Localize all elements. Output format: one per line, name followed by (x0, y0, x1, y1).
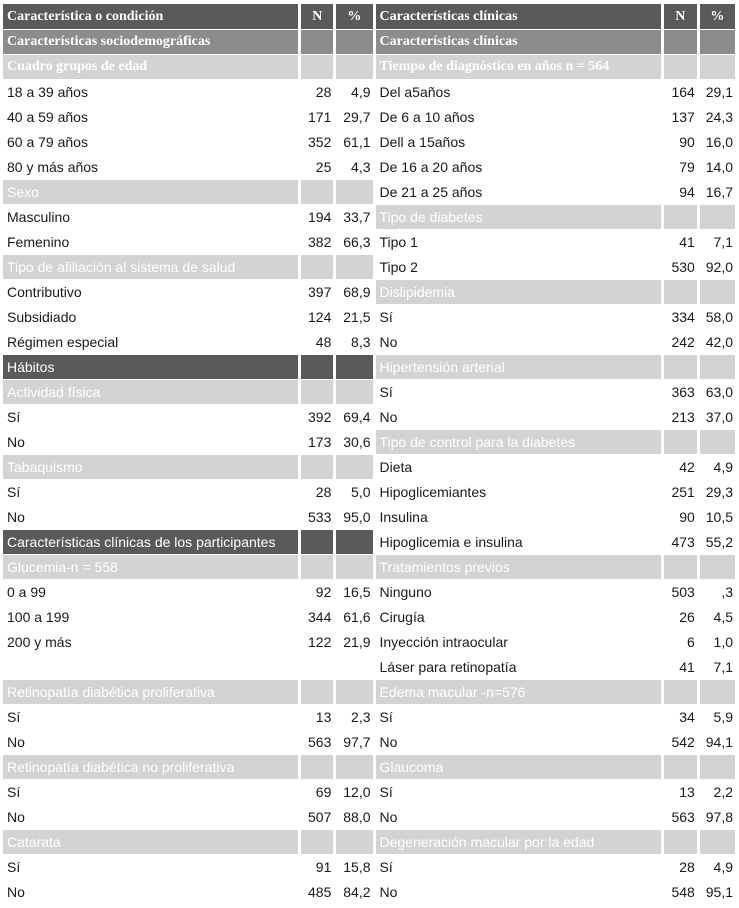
right-pct-cell: 97,8 (700, 804, 735, 829)
left-label-cell: Subsidiado (3, 304, 298, 329)
right-label-cell: Láser para retinopatía (376, 654, 661, 679)
right-pct-cell (700, 354, 735, 379)
right-n-cell: 137 (664, 104, 697, 129)
table-row (3, 504, 735, 529)
right-pct-cell (700, 54, 735, 79)
right-pct-cell (700, 29, 735, 54)
left-n-cell (301, 829, 333, 854)
table-row (3, 404, 735, 429)
left-pct-cell: 2,3 (336, 704, 372, 729)
left-label-cell: 18 a 39 años (3, 79, 298, 104)
left-pct-cell: 95,0 (336, 504, 372, 529)
right-n-cell: 363 (664, 379, 697, 404)
right-pct-cell (700, 754, 735, 779)
right-label-cell: Inyección intraocular (376, 629, 661, 654)
table-row (3, 879, 735, 904)
table-row (3, 579, 735, 604)
left-pct-cell: 4,3 (336, 154, 372, 179)
table-row (3, 229, 735, 254)
characteristics-table (0, 4, 738, 904)
right-n-cell: 41 (664, 229, 697, 254)
right-pct-cell: 92,0 (700, 254, 735, 279)
right-n-cell (664, 829, 697, 854)
right-label-cell: No (376, 804, 661, 829)
right-pct-cell: 7,1 (700, 654, 735, 679)
table-row (3, 279, 735, 304)
left-n-cell: 392 (301, 404, 333, 429)
left-n-cell: 397 (301, 279, 333, 304)
right-n-cell: 503 (664, 579, 697, 604)
right-n-cell (664, 554, 697, 579)
left-n-cell (301, 529, 333, 554)
table-row (3, 629, 735, 654)
right-label-cell: No (376, 729, 661, 754)
left-pct-cell: 21,5 (336, 304, 372, 329)
right-n-cell: 530 (664, 254, 697, 279)
left-n-cell: 13 (301, 704, 333, 729)
table-row (3, 304, 735, 329)
left-pct-cell: 15,8 (336, 854, 372, 879)
left-label-cell: 40 a 59 años (3, 104, 298, 129)
right-label-cell: Ninguno (376, 579, 661, 604)
left-pct-cell (336, 29, 372, 54)
right-n-cell: 164 (664, 79, 697, 104)
right-label-cell: Tipo 1 (376, 229, 661, 254)
left-n-cell (301, 179, 333, 204)
left-pct-cell (336, 654, 372, 679)
right-label-cell: De 6 a 10 años (376, 104, 661, 129)
right-n-cell: 251 (664, 479, 697, 504)
right-n-cell (664, 204, 697, 229)
left-pct-cell: 30,6 (336, 429, 372, 454)
right-n-cell: 548 (664, 879, 697, 904)
left-n-cell (301, 54, 333, 79)
right-n-cell: 42 (664, 454, 697, 479)
left-n-cell (301, 754, 333, 779)
table-row (3, 654, 735, 679)
left-label-cell: Sí (3, 479, 298, 504)
right-n-cell: 94 (664, 179, 697, 204)
right-pct-cell: 95,1 (700, 879, 735, 904)
table-row (3, 754, 735, 779)
left-label-cell: No (3, 429, 298, 454)
right-label-cell: Hipoglicemia e insulina (376, 529, 661, 554)
right-n-cell: 563 (664, 804, 697, 829)
right-n-cell (664, 429, 697, 454)
table-row (3, 79, 735, 104)
left-title: Característica o condición (3, 4, 298, 29)
left-n-cell: 194 (301, 204, 333, 229)
table-row (3, 204, 735, 229)
right-pct-cell: 58,0 (700, 304, 735, 329)
left-pct-cell: 4,9 (336, 79, 372, 104)
table-row (3, 354, 735, 379)
right-pct-cell: 10,5 (700, 504, 735, 529)
right-pct-cell: 55,2 (700, 529, 735, 554)
right-pct-cell: 37,0 (700, 404, 735, 429)
right-label-cell: Glaucoma (376, 754, 661, 779)
right-n-cell (664, 679, 697, 704)
left-label-cell: 0 a 99 (3, 579, 298, 604)
left-label-cell: Sí (3, 779, 298, 804)
right-n-cell (664, 29, 697, 54)
right-n-header: N (664, 4, 697, 29)
left-n-cell: 69 (301, 779, 333, 804)
left-n-cell: 122 (301, 629, 333, 654)
table-row (3, 529, 735, 554)
right-n-cell: 334 (664, 304, 697, 329)
right-pct-cell (700, 829, 735, 854)
right-label-cell: Degeneración macular por la edad (376, 829, 661, 854)
left-n-cell (301, 29, 333, 54)
right-pct-cell: 16,0 (700, 129, 735, 154)
left-pct-cell: 84,2 (336, 879, 372, 904)
left-label-cell: Sí (3, 854, 298, 879)
right-pct-cell (700, 429, 735, 454)
right-pct-cell: 5,9 (700, 704, 735, 729)
left-label-cell: Características sociodemográficas (3, 29, 298, 54)
right-label-cell: Tipo de control para la diabetes (376, 429, 661, 454)
right-pct-cell: 63,0 (700, 379, 735, 404)
table-row (3, 104, 735, 129)
header-row (3, 4, 735, 29)
table-row (3, 729, 735, 754)
right-pct-cell: 4,9 (700, 454, 735, 479)
table-row (3, 154, 735, 179)
left-n-cell: 28 (301, 79, 333, 104)
left-pct-cell: 12,0 (336, 779, 372, 804)
left-pct-cell (336, 254, 372, 279)
table-row (3, 804, 735, 829)
right-label-cell: Dieta (376, 454, 661, 479)
left-label-cell: Sí (3, 704, 298, 729)
table-row (3, 179, 735, 204)
left-label-cell: 200 y más (3, 629, 298, 654)
right-label-cell: Tipo 2 (376, 254, 661, 279)
right-label-cell: Del a5años (376, 79, 661, 104)
right-pct-cell: 24,3 (700, 104, 735, 129)
left-pct-cell: 16,5 (336, 579, 372, 604)
right-n-cell: 79 (664, 154, 697, 179)
left-label-cell: 80 y más años (3, 154, 298, 179)
right-label-cell: No (376, 329, 661, 354)
table-row (3, 554, 735, 579)
left-pct-cell: 61,1 (336, 129, 372, 154)
right-label-cell: Hipoglicemiantes (376, 479, 661, 504)
left-n-cell: 382 (301, 229, 333, 254)
right-pct-cell: 2,2 (700, 779, 735, 804)
table-row (3, 29, 735, 54)
right-n-cell (664, 354, 697, 379)
left-label-cell: Retinopatía diabética no proliferativa (3, 754, 298, 779)
right-pct-cell (700, 279, 735, 304)
right-pct-cell: 94,1 (700, 729, 735, 754)
right-label-cell: No (376, 404, 661, 429)
left-n-cell (301, 654, 333, 679)
table-row (3, 854, 735, 879)
left-label-cell: Catarata (3, 829, 298, 854)
right-pct-cell: 29,1 (700, 79, 735, 104)
table-row (3, 704, 735, 729)
right-pct-cell: 7,1 (700, 229, 735, 254)
right-n-cell: 90 (664, 504, 697, 529)
left-n-cell: 173 (301, 429, 333, 454)
left-label-cell: Hábitos (3, 354, 298, 379)
left-pct-cell: 69,4 (336, 404, 372, 429)
right-label-cell: Insulina (376, 504, 661, 529)
left-n-cell: 352 (301, 129, 333, 154)
right-n-cell: 34 (664, 704, 697, 729)
right-pct-cell: 4,5 (700, 604, 735, 629)
right-label-cell: Dislipidemia (376, 279, 661, 304)
left-label-cell: Retinopatía diabética proliferativa (3, 679, 298, 704)
left-label-cell: 100 a 199 (3, 604, 298, 629)
left-pct-cell (336, 379, 372, 404)
table-row (3, 454, 735, 479)
left-pct-cell: 33,7 (336, 204, 372, 229)
table-row (3, 254, 735, 279)
right-pct-cell: 16,7 (700, 179, 735, 204)
left-n-cell: 533 (301, 504, 333, 529)
left-label-cell (3, 654, 298, 679)
right-label-cell: Hipertensión arterial (376, 354, 661, 379)
left-n-cell (301, 554, 333, 579)
left-pct-cell: 97,7 (336, 729, 372, 754)
left-label-cell: Contributivo (3, 279, 298, 304)
right-pct-cell: 29,3 (700, 479, 735, 504)
table-row (3, 54, 735, 79)
right-pct-cell: ,3 (700, 579, 735, 604)
right-label-cell: No (376, 879, 661, 904)
right-label-cell: De 21 a 25 años (376, 179, 661, 204)
right-pct-cell: 4,9 (700, 854, 735, 879)
left-n-cell: 124 (301, 304, 333, 329)
left-pct-cell (336, 54, 372, 79)
left-n-cell: 48 (301, 329, 333, 354)
right-label-cell: De 16 a 20 años (376, 154, 661, 179)
left-label-cell: Sí (3, 404, 298, 429)
right-label-cell: Características clínicas (376, 29, 661, 54)
left-pct-cell: 66,3 (336, 229, 372, 254)
right-n-cell: 213 (664, 404, 697, 429)
right-pct-cell (700, 679, 735, 704)
left-n-cell: 28 (301, 479, 333, 504)
left-n-cell (301, 354, 333, 379)
right-n-cell (664, 754, 697, 779)
table-row (3, 679, 735, 704)
left-n-cell: 92 (301, 579, 333, 604)
left-n-cell: 507 (301, 804, 333, 829)
right-label-cell: Sí (376, 379, 661, 404)
left-label-cell: 60 a 79 años (3, 129, 298, 154)
left-pct-cell: 68,9 (336, 279, 372, 304)
left-n-cell: 91 (301, 854, 333, 879)
left-label-cell: Actividad física (3, 379, 298, 404)
left-n-cell (301, 454, 333, 479)
left-n-cell (301, 679, 333, 704)
right-n-cell: 26 (664, 604, 697, 629)
right-label-cell: Tiempo de diagnóstico en años n = 564 (376, 54, 661, 79)
left-pct-cell (336, 179, 372, 204)
right-n-cell (664, 54, 697, 79)
left-pct-cell (336, 454, 372, 479)
table-body (3, 4, 735, 904)
right-label-cell: Cirugía (376, 604, 661, 629)
left-label-cell: No (3, 504, 298, 529)
right-label-cell: Sí (376, 704, 661, 729)
right-n-cell: 41 (664, 654, 697, 679)
table-row (3, 329, 735, 354)
left-label-cell: Glucemia-n = 558 (3, 554, 298, 579)
left-label-cell: Masculino (3, 204, 298, 229)
table-row (3, 379, 735, 404)
left-label-cell: Características clínicas de los participantes (3, 529, 298, 554)
left-pct-cell (336, 354, 372, 379)
table-row (3, 779, 735, 804)
left-pct-cell: 29,7 (336, 104, 372, 129)
table-row (3, 129, 735, 154)
right-label-cell: Sí (376, 779, 661, 804)
right-n-cell: 6 (664, 629, 697, 654)
right-n-cell: 242 (664, 329, 697, 354)
right-pct-cell (700, 204, 735, 229)
right-label-cell: Sí (376, 854, 661, 879)
right-title: Características clínicas (376, 4, 661, 29)
right-label-cell: Tipo de diabetes (376, 204, 661, 229)
left-pct-cell: 61,6 (336, 604, 372, 629)
left-n-cell (301, 379, 333, 404)
right-n-cell: 28 (664, 854, 697, 879)
right-label-cell: Sí (376, 304, 661, 329)
right-n-cell: 542 (664, 729, 697, 754)
left-label-cell: Femenino (3, 229, 298, 254)
left-pct-cell: 88,0 (336, 804, 372, 829)
left-pct-cell (336, 829, 372, 854)
left-label-cell: Tipo de afiliación al sistema de salud (3, 254, 298, 279)
left-label-cell: No (3, 879, 298, 904)
right-pct-header: % (700, 4, 735, 29)
left-label-cell: Tabaquismo (3, 454, 298, 479)
table-row (3, 829, 735, 854)
right-n-cell: 473 (664, 529, 697, 554)
left-n-cell (301, 254, 333, 279)
right-pct-cell (700, 554, 735, 579)
left-n-cell: 25 (301, 154, 333, 179)
table-row (3, 479, 735, 504)
left-n-cell: 485 (301, 879, 333, 904)
right-label-cell: Tratamientos previos (376, 554, 661, 579)
left-label-cell: Sexo (3, 179, 298, 204)
left-label-cell: No (3, 804, 298, 829)
left-n-cell: 563 (301, 729, 333, 754)
right-pct-cell: 42,0 (700, 329, 735, 354)
left-n-cell: 171 (301, 104, 333, 129)
left-pct-cell: 8,3 (336, 329, 372, 354)
right-n-cell (664, 279, 697, 304)
right-label-cell: Dell a 15años (376, 129, 661, 154)
left-label-cell: Régimen especial (3, 329, 298, 354)
table-row (3, 604, 735, 629)
right-label-cell: Edema macular -n=576 (376, 679, 661, 704)
right-pct-cell: 1,0 (700, 629, 735, 654)
left-pct-header: % (336, 4, 372, 29)
left-pct-cell (336, 554, 372, 579)
right-n-cell: 13 (664, 779, 697, 804)
left-n-header: N (301, 4, 333, 29)
right-n-cell: 90 (664, 129, 697, 154)
left-pct-cell: 5,0 (336, 479, 372, 504)
left-label-cell: Cuadro grupos de edad (3, 54, 298, 79)
table-row (3, 429, 735, 454)
right-pct-cell: 14,0 (700, 154, 735, 179)
left-n-cell: 344 (301, 604, 333, 629)
left-pct-cell: 21,9 (336, 629, 372, 654)
left-label-cell: No (3, 729, 298, 754)
left-pct-cell (336, 679, 372, 704)
left-pct-cell (336, 754, 372, 779)
left-pct-cell (336, 529, 372, 554)
